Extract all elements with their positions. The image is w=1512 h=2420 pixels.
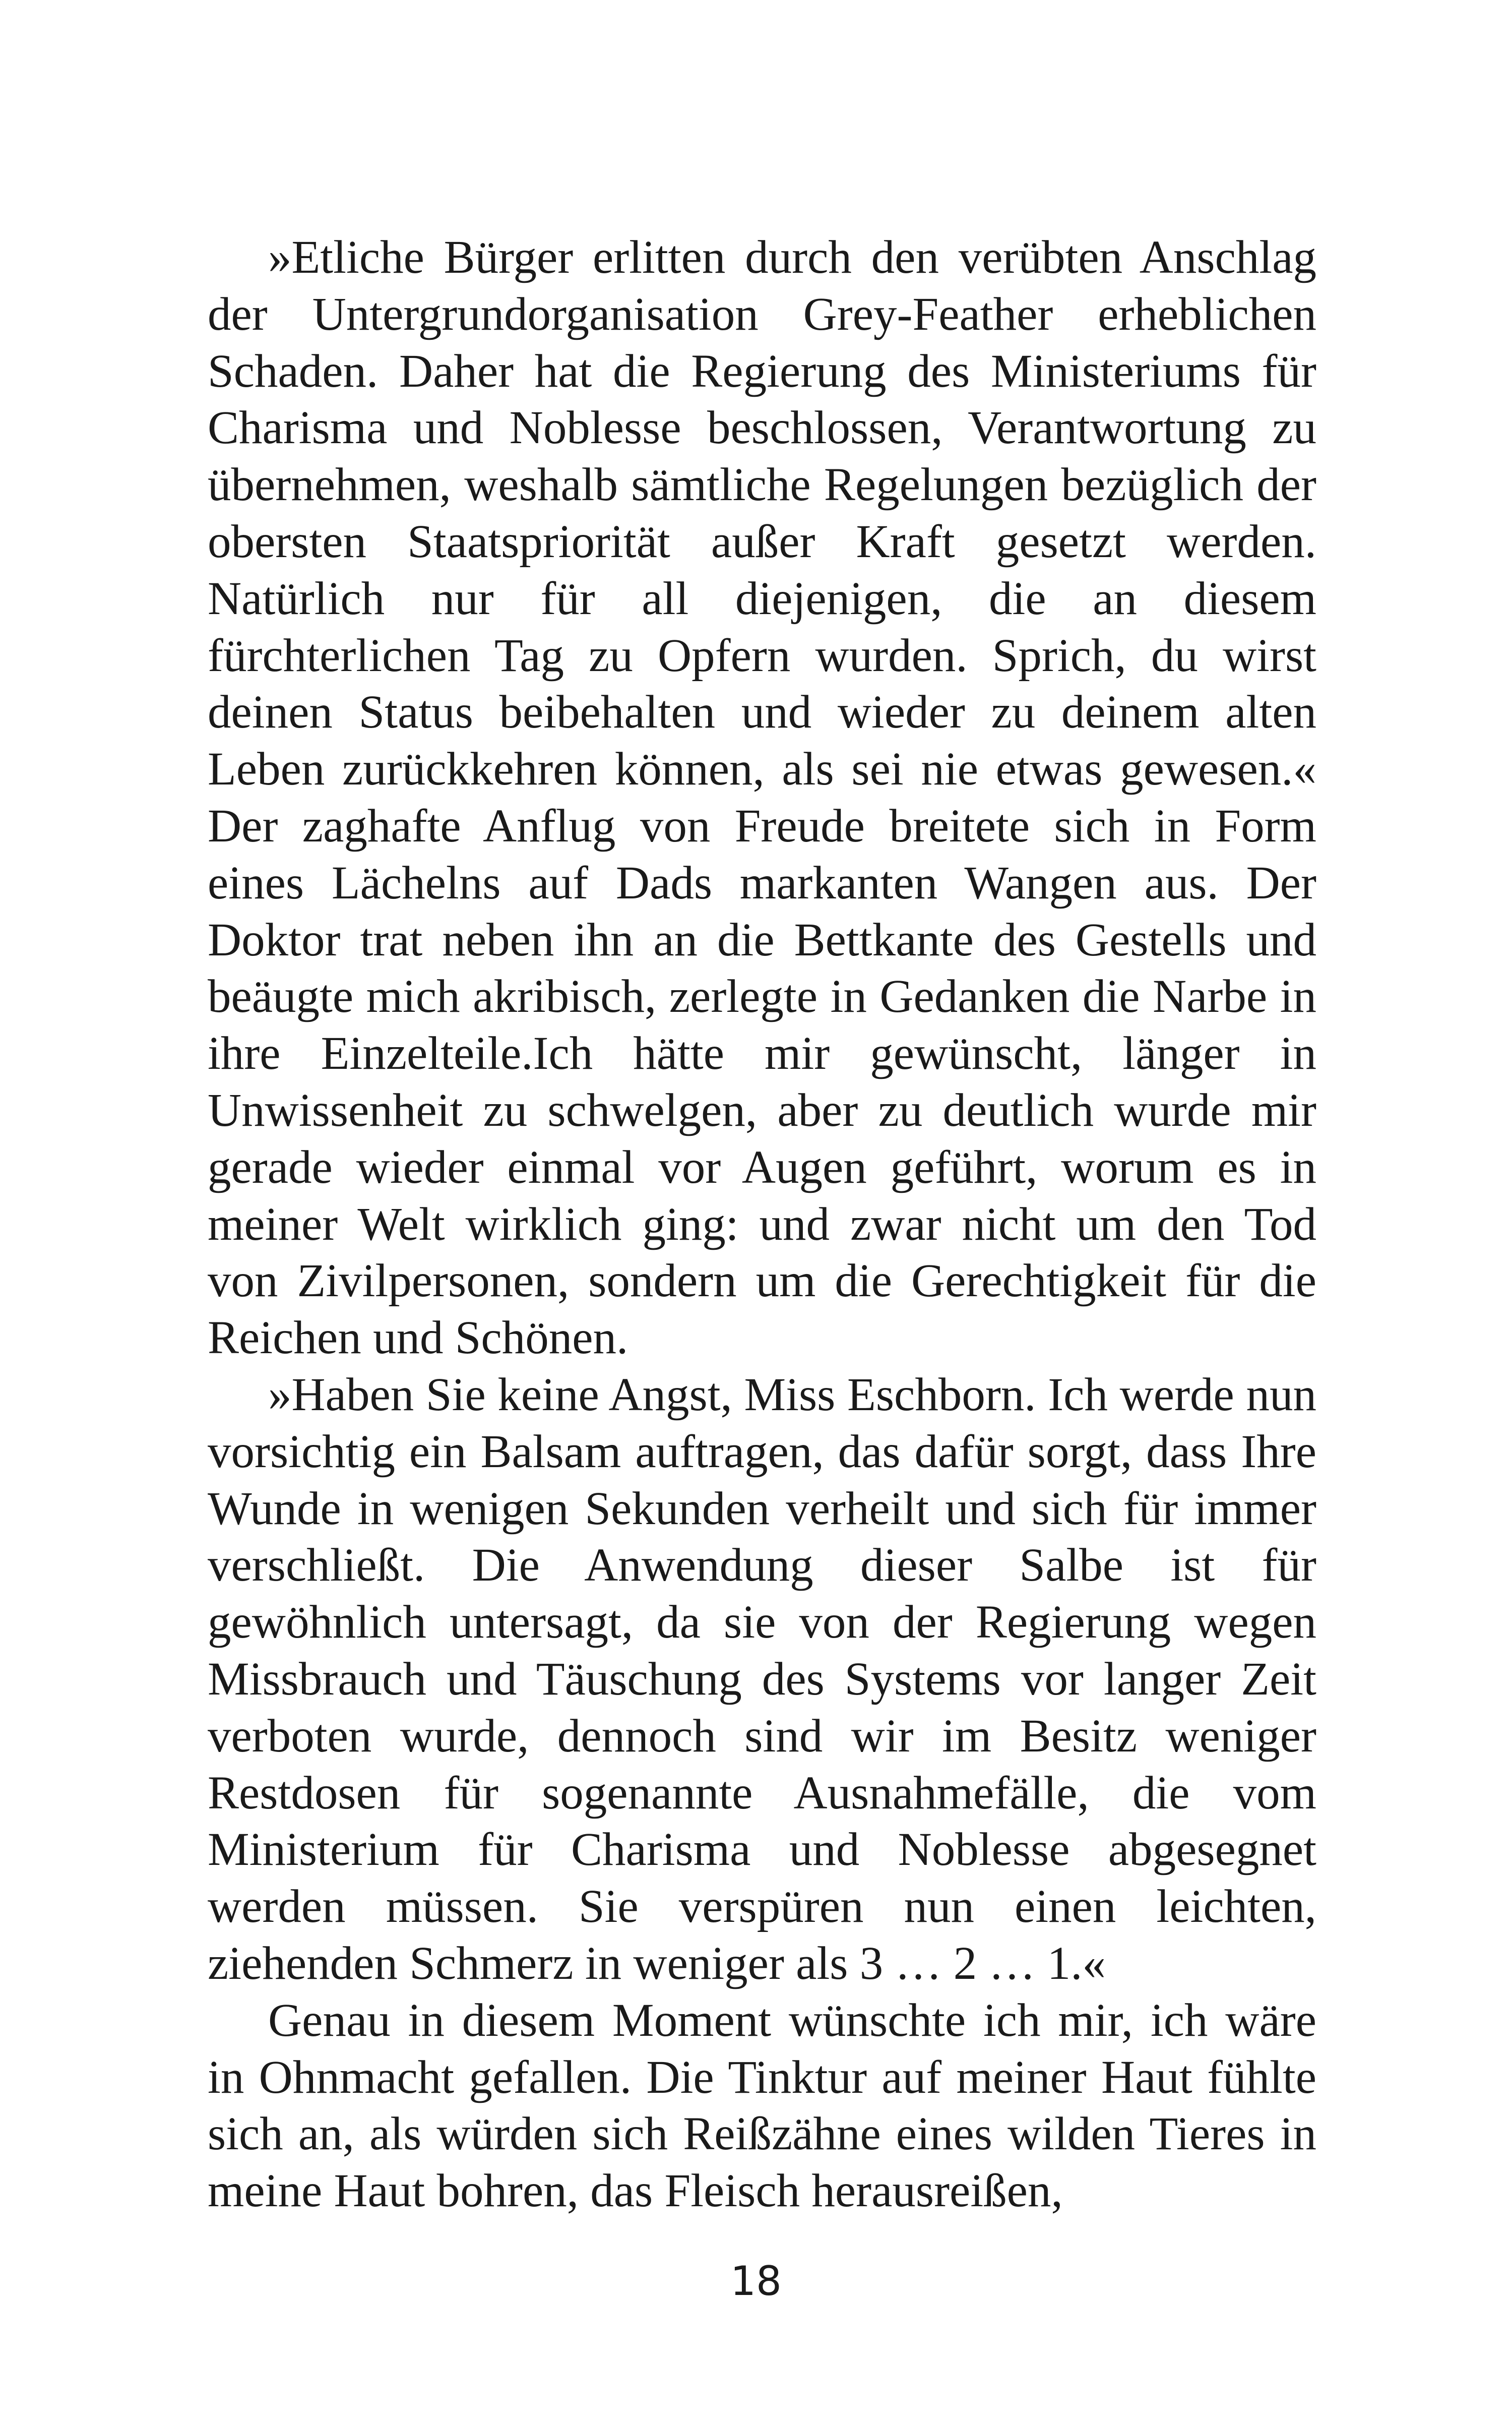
paragraph-3: Genau in diesem Moment wünschte ich mir, ich wäre in Ohnmacht gefallen. Die Tinktur auf meiner Haut fühlte sich an, als würden sich Reißzähne eines wilden Tieres in meine Haut bohren, das Fleisch herausreißen, xyxy=(208,1994,1316,2217)
paragraph-1: »Etliche Bürger erlitten durch den verübten Anschlag der Untergrundorganisation Grey-Feather erheblichen Schaden. Daher hat die Regierung des Ministeriums für Charisma und Noblesse beschlossen, Verantwortung zu übernehmen, weshalb sämtliche Regelungen bezüglich der obersten Staatspriorität außer Kraft gesetzt werden. Natürlich nur für all diejenigen, die an diesem fürchterlichen Tag zu Opfern wurden. Sprich, du wirst deinen Status beibehalten und wieder zu deinem alten Leben zurückkehren können, als sei nie etwas gewesen.« Der zaghafte Anflug von Freude breitete sich in Form eines Lächelns auf Dads markanten Wangen aus. Der Doktor trat neben ihn an die Bettkante des Gestells und beäugte mich akribisch, zerlegte in Gedanken die Narbe in ihre Einzelteile.Ich hätte mir gewünscht, länger in Unwissenheit zu schwelgen, aber zu deutlich wurde mir gerade wieder einmal vor Augen geführt, worum es in meiner Welt wirklich ging: und zwar nicht um den Tod von Zivilpersonen, sondern um die Gerechtigkeit für die Reichen und Schönen. xyxy=(208,231,1316,1364)
page-number: 18 xyxy=(730,2258,782,2305)
body-text xyxy=(208,229,1316,2220)
paragraph-2: »Haben Sie keine Angst, Miss Eschborn. Ich werde nun vorsichtig ein Balsam auftragen, das dafür sorgt, dass Ihre Wunde in wenigen Sekunden verheilt und sich für immer verschließt. Die Anwendung dieser Salbe ist für gewöhnlich untersagt, da sie von der Regierung wegen Missbrauch und Täuschung des Systems vor langer Zeit verboten wurde, dennoch sind wir im Besitz weniger Restdosen für sogenannte Ausnahmefälle, die vom Ministerium für Charisma und Noblesse abgesegnet werden müssen. Sie verspüren nun einen leichten, ziehenden Schmerz in weniger als 3 … 2 … 1.« xyxy=(208,1368,1316,1989)
